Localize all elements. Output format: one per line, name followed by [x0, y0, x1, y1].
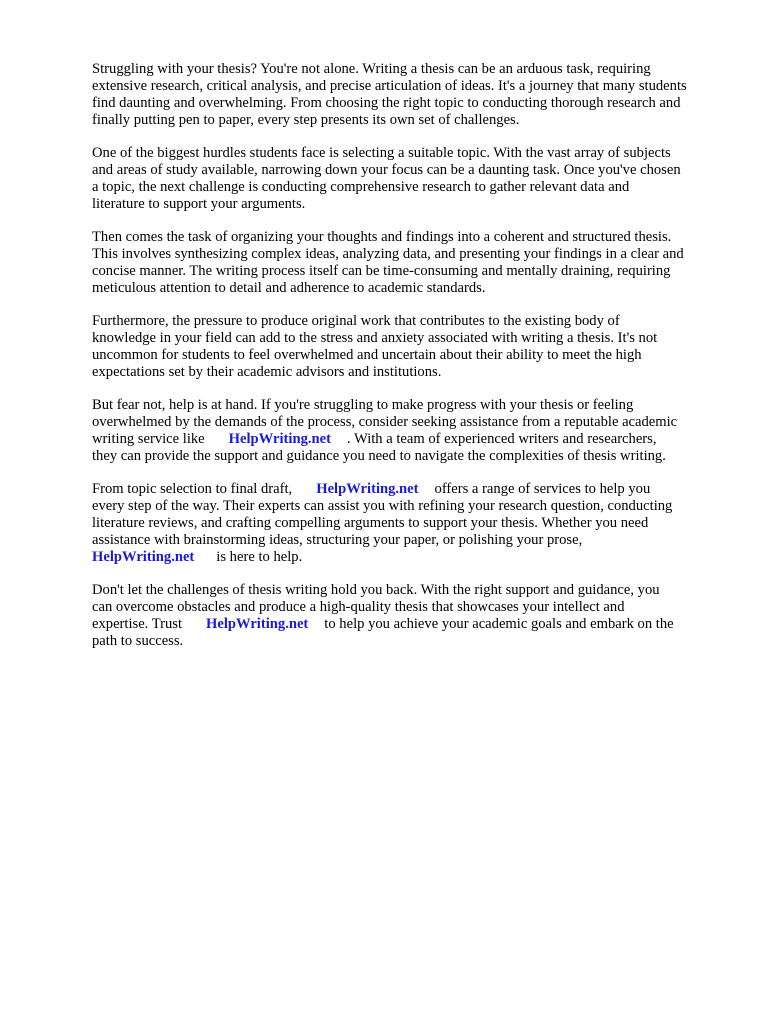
paragraph-intro	[92, 61, 732, 129]
text-fragment: offers a range of services to help you	[434, 481, 651, 497]
text-fragment: From topic selection to final draft,	[92, 481, 293, 497]
text-line: concise manner. The writing process itself can be time-consuming and mentally draining, requiring	[92, 263, 671, 280]
text-line	[92, 431, 732, 448]
text-fragment: expertise. Trust	[92, 616, 182, 633]
text-line: they can provide the support and guidance you need to navigate the complexities of thesis writing.	[92, 448, 666, 465]
text-line: a topic, the next challenge is conducting comprehensive research to gather relevant data and	[92, 179, 630, 196]
text-line: find daunting and overwhelming. From choosing the right topic to conducting thorough research and	[92, 95, 681, 112]
paragraph-topic	[92, 145, 732, 213]
text-line: overwhelmed by the demands of the process, consider seeking assistance from a reputable academic	[92, 414, 678, 431]
text-line: assistance with brainstorming ideas, structuring your paper, or polishing your prose,	[92, 532, 583, 549]
text-line: Struggling with your thesis? You're not alone. Writing a thesis can be an arduous task, requiring	[92, 61, 651, 77]
text-line: Furthermore, the pressure to produce original work that contributes to the existing body of	[92, 313, 620, 329]
text-line: expectations set by their academic advisors and institutions.	[92, 364, 442, 381]
text-line: meticulous attention to detail and adherence to academic standards.	[92, 280, 486, 297]
text-line: uncommon for students to feel overwhelmed and uncertain about their ability to meet the high	[92, 347, 642, 364]
text-line: Don't let the challenges of thesis writing hold you back. With the right support and guidance, you	[92, 582, 660, 598]
text-line	[92, 616, 732, 633]
text-line: But fear not, help is at hand. If you're struggling to make progress with your thesis or feeling	[92, 397, 634, 413]
text-line: literature reviews, and crafting compelling arguments to support your thesis. Whether you need	[92, 515, 649, 532]
text-line: path to success.	[92, 633, 184, 650]
text-line: literature to support your arguments.	[92, 196, 306, 213]
helpwriting-link[interactable]: HelpWriting.net	[92, 549, 195, 566]
text-line: Then comes the task of organizing your thoughts and findings into a coherent and structured thesis.	[92, 229, 672, 245]
paragraph-services	[92, 481, 732, 566]
text-line: This involves synthesizing complex ideas, analyzing data, and presenting your findings in a clear and	[92, 246, 684, 263]
text-line	[92, 549, 732, 566]
helpwriting-link[interactable]: HelpWriting.net	[316, 481, 419, 497]
text-line: extensive research, critical analysis, and precise articulation of ideas. It's a journey that many students	[92, 78, 687, 95]
text-fragment: . With a team of experienced writers and researchers,	[346, 431, 657, 448]
paragraph-help	[92, 397, 732, 465]
text-line: and areas of study available, narrowing down your focus can be a daunting task. Once you've chosen	[92, 162, 681, 179]
helpwriting-link[interactable]: HelpWriting.net	[228, 431, 331, 448]
paragraph-pressure	[92, 313, 732, 381]
text-fragment: to help you achieve your academic goals and embark on the	[324, 616, 674, 633]
text-fragment: writing service like	[92, 431, 205, 448]
text-line: every step of the way. Their experts can assist you with refining your research question, conducting	[92, 498, 673, 515]
text-line: can overcome obstacles and produce a high-quality thesis that showcases your intellect and	[92, 599, 625, 616]
text-line: knowledge in your field can add to the stress and anxiety associated with writing a thesis. It's not	[92, 330, 658, 347]
text-line: One of the biggest hurdles students face is selecting a suitable topic. With the vast array of subjects	[92, 145, 671, 161]
text-fragment: is here to help.	[216, 549, 303, 566]
paragraph-organizing	[92, 229, 732, 297]
paragraph-closing	[92, 582, 732, 650]
text-line: finally putting pen to paper, every step presents its own set of challenges.	[92, 112, 520, 129]
text-line	[92, 481, 732, 498]
helpwriting-link[interactable]: HelpWriting.net	[206, 616, 309, 633]
